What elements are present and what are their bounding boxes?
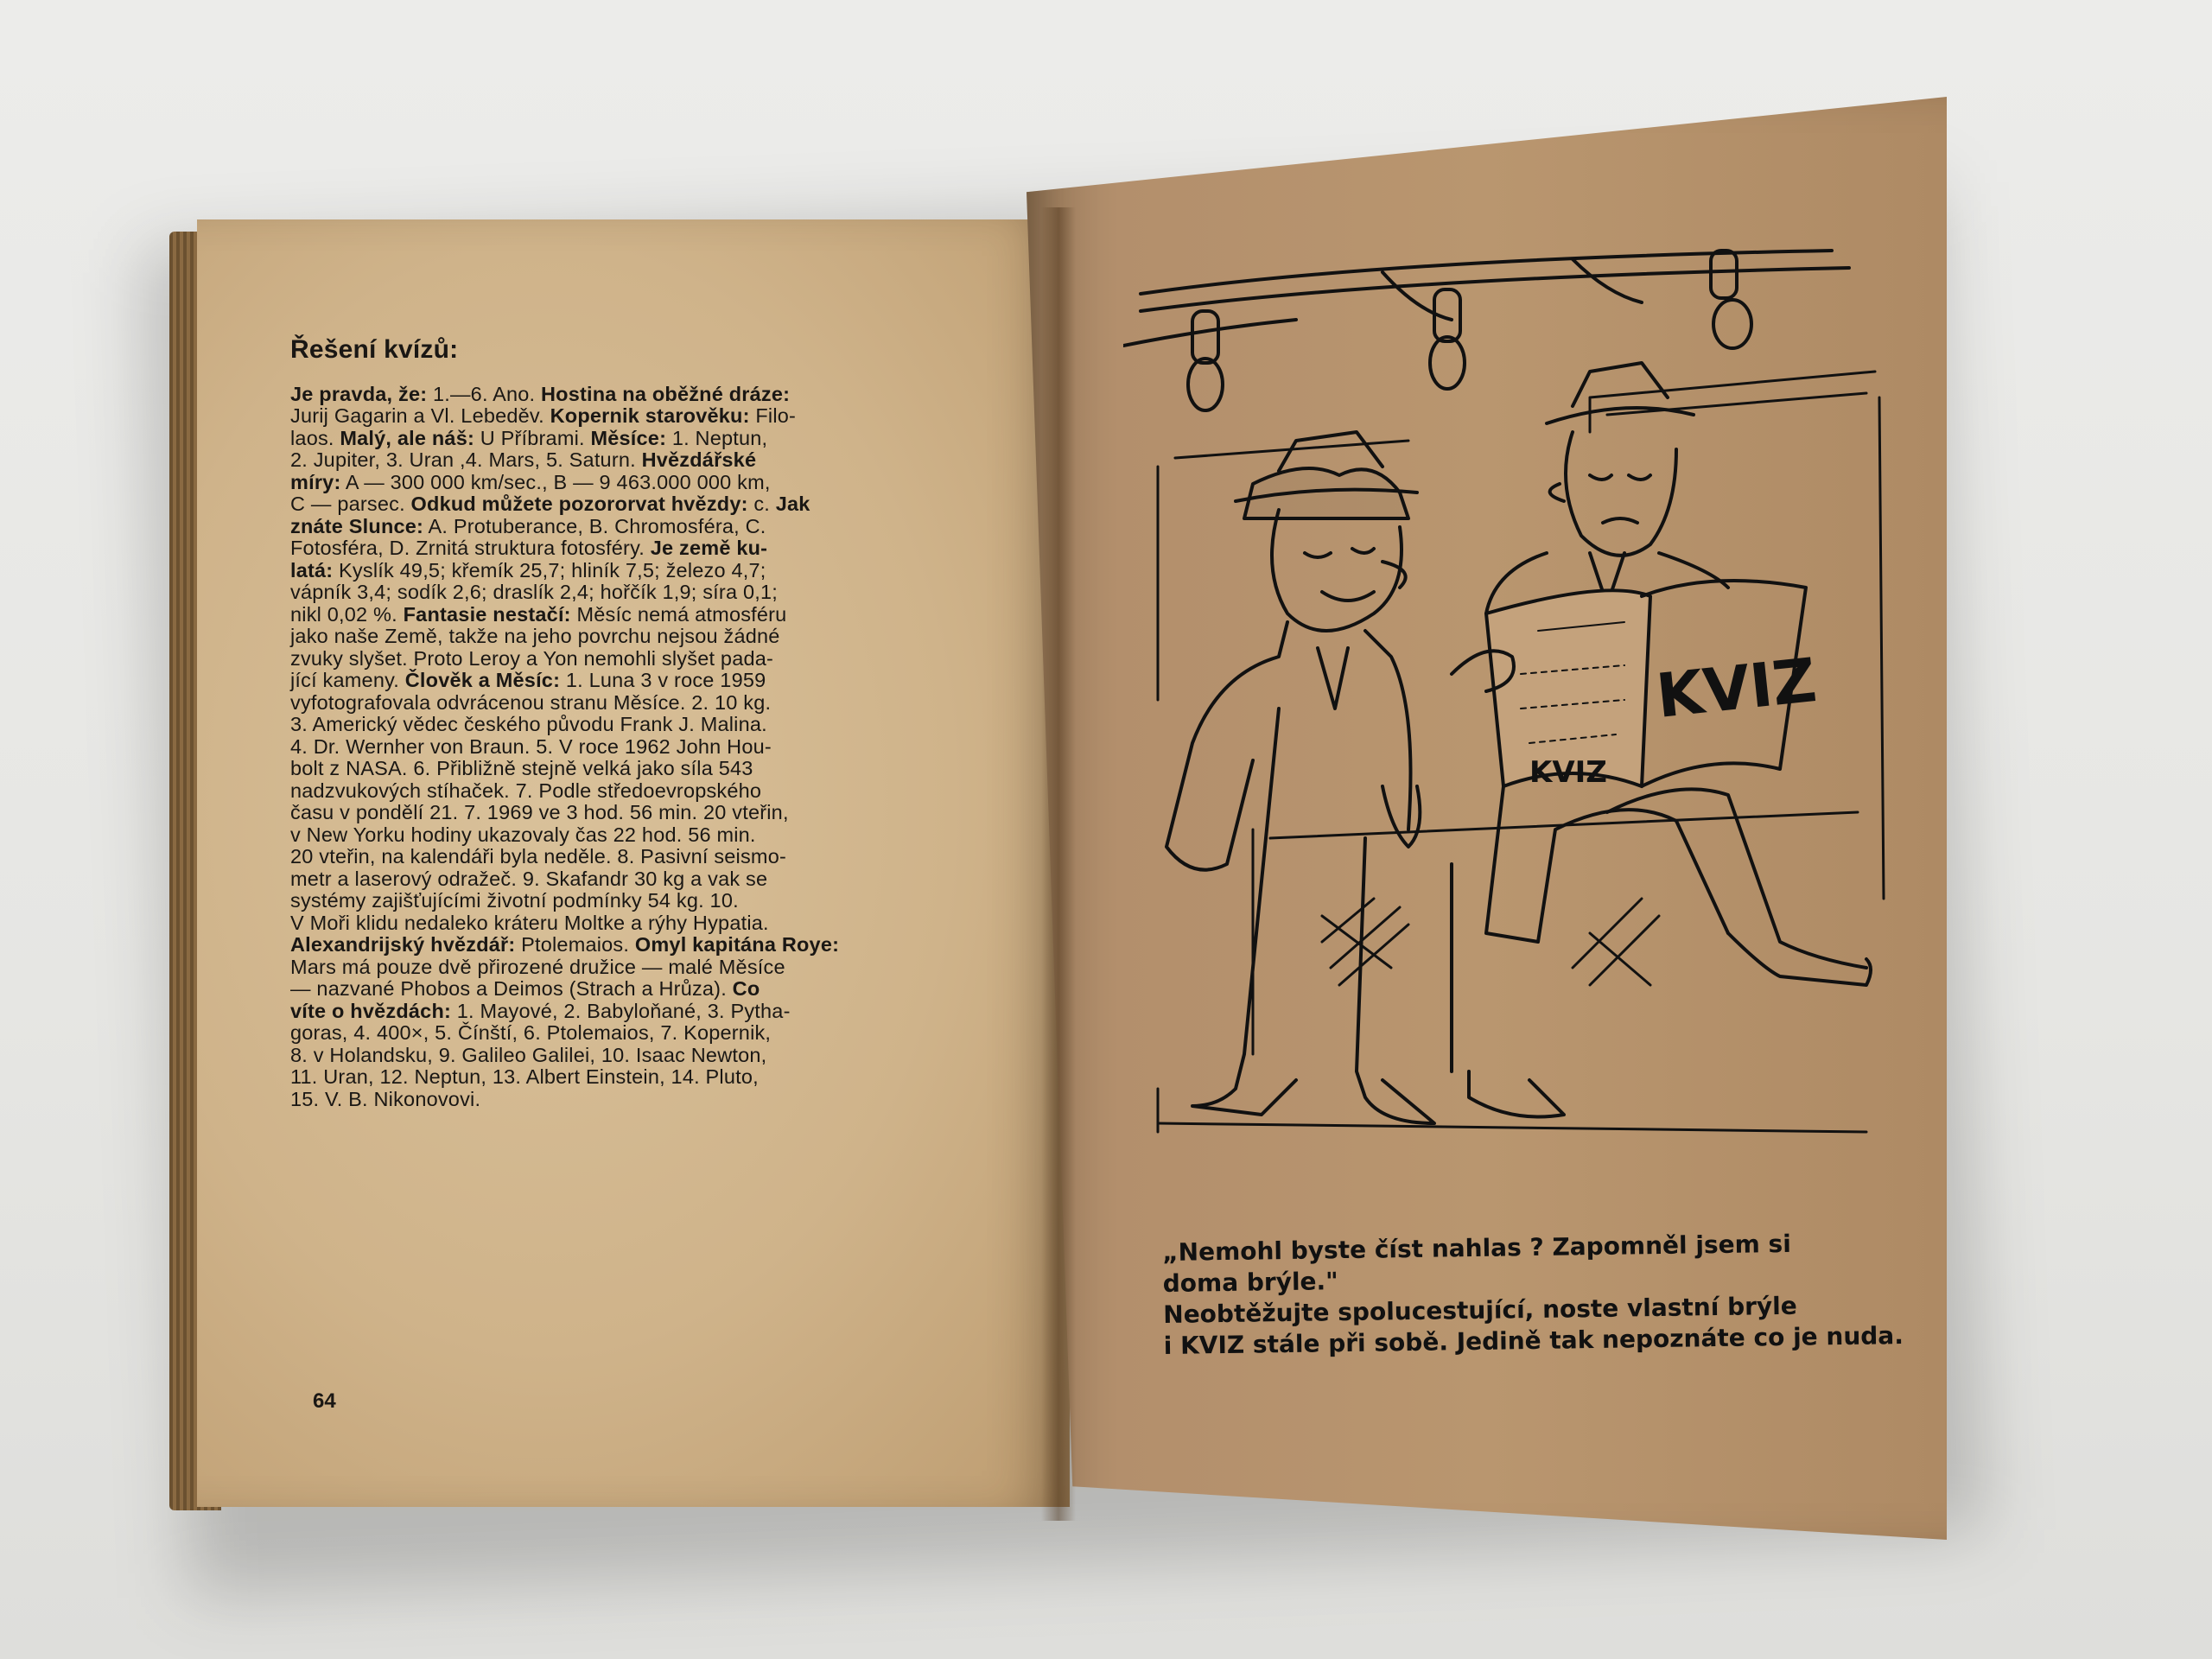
- solution-line: [290, 736, 982, 759]
- answer-text: vyfotografovala odvrácenou stranu Měsíce. 2. 10 kg.: [290, 690, 772, 714]
- solution-line: [290, 802, 982, 824]
- solution-line: [290, 449, 982, 472]
- solution-line: [290, 957, 982, 979]
- solution-line: [290, 626, 982, 648]
- answer-text: nikl 0,02 %.: [290, 602, 404, 626]
- answer-text: vápník 3,4; sodík 2,6; draslík 2,4; hořčík 1,9; síra 0,1;: [290, 581, 778, 603]
- solution-line: [290, 846, 982, 868]
- solution-line: [290, 648, 982, 671]
- bold-quiz-title: Fantasie nestačí:: [403, 602, 571, 626]
- bold-quiz-title: latá:: [290, 558, 334, 582]
- answer-text: 15. V. B. Nikonovovi.: [290, 1087, 481, 1110]
- answer-text: c.: [747, 493, 776, 515]
- solution-line: [290, 1022, 982, 1045]
- answer-text: 2. Jupiter, 3. Uran ,4. Mars, 5. Saturn.: [290, 448, 642, 471]
- page-number: 64: [313, 1389, 336, 1413]
- answer-text: 11. Uran, 12. Neptun, 13. Albert Einstein, 14. Pluto,: [290, 1065, 759, 1088]
- solution-line: [290, 560, 982, 582]
- answer-text: Jurij Gagarin a Vl. Lebeděv.: [290, 404, 550, 427]
- cartoon-illustration: [1123, 225, 1901, 1192]
- solution-line: [290, 428, 982, 450]
- answer-text: jící kameny.: [290, 669, 405, 691]
- smiling-man: [1166, 432, 1434, 1123]
- answer-text: 1.—6. Ano.: [427, 382, 541, 405]
- bold-quiz-title: Je pravda, že:: [290, 382, 428, 405]
- answer-text: laos.: [290, 426, 340, 449]
- solution-line: [290, 604, 982, 626]
- solution-line: [290, 714, 982, 736]
- answer-text: A — 300 000 km/sec., B — 9 463.000 000 km,: [340, 470, 771, 493]
- solution-line: [290, 758, 982, 780]
- answer-text: goras, 4. 400×, 5. Čínští, 6. Ptolemaios, 7. Kopernik,: [290, 1021, 772, 1044]
- bold-quiz-title: Omyl kapitána Roye:: [634, 933, 840, 956]
- answer-text: zvuky slyšet. Proto Leroy a Yon nemohli slyšet pada-: [290, 646, 774, 670]
- solution-line: [290, 516, 982, 538]
- answer-text: 1. Mayové, 2. Babyloňané, 3. Pytha-: [451, 999, 791, 1022]
- solution-line: [290, 780, 982, 803]
- solution-line: [290, 912, 982, 935]
- solutions-heading: Řešení kvízů:: [290, 335, 459, 364]
- answer-text: nadzvukových stíhaček. 7. Podle středoevropského: [290, 779, 762, 802]
- bold-quiz-title: víte o hvězdách:: [290, 999, 452, 1022]
- caption-line: doma brýle.": [1162, 1267, 1338, 1298]
- book-gutter: [1041, 207, 1076, 1521]
- answer-text: Filo-: [749, 404, 797, 427]
- solution-line: [290, 1001, 982, 1023]
- cartoon-caption: [1162, 1227, 1933, 1362]
- caption-line: „Nemohl byste číst nahlas ? Zapomněl jsem si: [1162, 1229, 1792, 1267]
- solution-line: [290, 978, 982, 1001]
- solution-line: [290, 493, 982, 516]
- bold-quiz-title: Měsíce:: [590, 426, 667, 449]
- solution-line: [290, 890, 982, 912]
- caption-line: i KVIZ stále při sobě. Jedině tak nepoznáte co je nuda.: [1163, 1321, 1904, 1360]
- answer-text: Ptolemaios.: [515, 933, 635, 956]
- answer-text: jako naše Země, takže na jeho povrchu nejsou žádné: [290, 625, 780, 647]
- quiz-solutions-text: [290, 335, 982, 1110]
- answer-text: metr a laserový odražeč. 9. Skafandr 30 kg a vak se: [290, 867, 768, 890]
- answer-text: — nazvané Phobos a Deimos (Strach a Hrůza).: [290, 977, 733, 1000]
- answer-text: Kyslík 49,5; křemík 25,7; hliník 7,5; železo 4,7;: [333, 558, 766, 582]
- answer-text: systémy zajišťujícími životní podmínky 54 kg. 10.: [290, 889, 739, 912]
- newspaper: [1452, 581, 1820, 790]
- answer-text: v New Yorku hodiny ukazovaly čas 22 hod. 56 min.: [290, 823, 756, 846]
- answer-text: 3. Americký vědec českého původu Frank J. Malina.: [290, 713, 767, 735]
- solution-line: [290, 582, 982, 604]
- tram-handrail: [1123, 251, 1849, 346]
- answer-text: Měsíc nemá atmosféru: [570, 602, 787, 626]
- answer-text: času v pondělí 21. 7. 1969 ve 3 hod. 56 min. 20 vteřin,: [290, 801, 789, 823]
- reading-man: [1486, 363, 1728, 613]
- answer-text: Fotosféra, D. Zrnitá struktura fotosféry.: [290, 537, 651, 559]
- bold-quiz-title: Hvězdářské: [641, 448, 757, 471]
- bold-quiz-title: Člověk a Měsíc:: [404, 669, 561, 691]
- bold-quiz-title: znáte Slunce:: [290, 514, 424, 537]
- answer-text: A. Protuberance, B. Chromosféra, C.: [423, 514, 766, 537]
- solution-line: [290, 537, 982, 560]
- crossed-legs: [1452, 786, 1871, 1117]
- solution-line: [290, 405, 982, 428]
- bold-quiz-title: Malý, ale náš:: [340, 426, 474, 449]
- solution-line: [290, 824, 982, 847]
- bold-quiz-title: Alexandrijský hvězdář:: [290, 933, 516, 956]
- solution-line: [290, 670, 982, 692]
- magazine-kviz-label: KVIZ: [1529, 755, 1607, 790]
- answer-text: Mars má pouze dvě přirozené družice — malé Měsíce: [290, 955, 785, 978]
- answer-text: 4. Dr. Wernher von Braun. 5. V roce 1962 John Hou-: [290, 734, 772, 758]
- answer-text: 8. v Holandsku, 9. Galileo Galilei, 10. Isaac Newton,: [290, 1043, 767, 1066]
- bold-quiz-title: Odkud můžete pozororvat hvězdy:: [410, 493, 748, 515]
- solution-line: [290, 1066, 982, 1089]
- bold-quiz-title: Je země ku-: [650, 537, 768, 559]
- bold-quiz-title: Hostina na oběžné dráze:: [540, 382, 791, 405]
- solution-line: [290, 1089, 982, 1111]
- solution-line: [290, 384, 982, 406]
- bold-quiz-title: míry:: [290, 470, 341, 493]
- caption-line: Neobtěžujte spolucestující, noste vlastní brýle: [1163, 1291, 1797, 1329]
- answer-text: bolt z NASA. 6. Přibližně stejně velká jako síla 543: [290, 757, 753, 779]
- answer-text: U Příbrami.: [474, 426, 591, 449]
- bold-quiz-title: Co: [732, 977, 760, 1000]
- answer-text: V Moři klidu nedaleko kráteru Moltke a rýhy Hypatia.: [290, 911, 769, 934]
- solution-line: [290, 1045, 982, 1067]
- answer-text: 1. Neptun,: [666, 426, 768, 449]
- newspaper-kviz-logo: KVIZ: [1653, 644, 1820, 732]
- solution-line: [290, 934, 982, 957]
- answer-text: 1. Luna 3 v roce 1959: [560, 669, 766, 691]
- bold-quiz-title: Kopernik starověku:: [550, 404, 750, 427]
- bold-quiz-title: Jak: [775, 493, 810, 515]
- answer-text: C — parsec.: [290, 493, 411, 515]
- solution-line: [290, 472, 982, 494]
- solution-line: [290, 692, 982, 715]
- answer-text: 20 vteřin, na kalendáři byla neděle. 8. Pasivní seismo-: [290, 845, 787, 868]
- solution-line: [290, 868, 982, 891]
